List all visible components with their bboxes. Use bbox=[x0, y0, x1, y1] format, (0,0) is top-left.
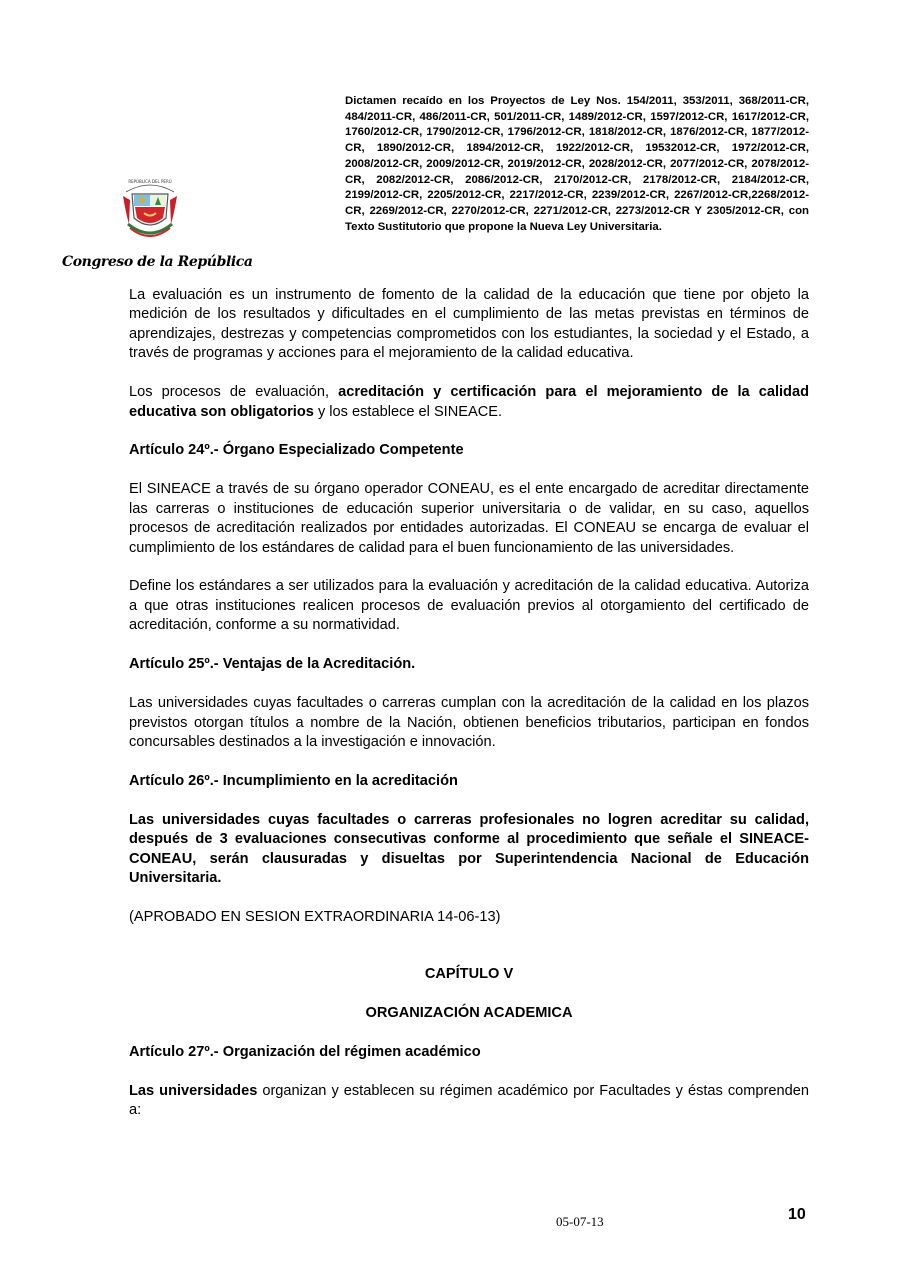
text-run: y los establece el SINEACE. bbox=[313, 403, 503, 420]
approval-note: (APROBADO EN SESION EXTRAORDINARIA 14-06-13) bbox=[129, 908, 501, 925]
paragraph-advantages: Las universidades cuyas facultades o carreras cumplan con la acreditación de la calidad en los plazos previstos otorgan títulos a nombre de la Nación, obtienen beneficios tributarios, participan en fondos concursables destinados a la investigación e innovación. bbox=[129, 695, 809, 750]
article-24-title: Artículo 24º.- Órgano Especializado Competente bbox=[129, 442, 464, 459]
footer-date: 05-07-13 bbox=[556, 1214, 604, 1229]
article-27-title: Artículo 27º.- Organización del régimen académico bbox=[129, 1044, 481, 1061]
bold-run: Las universidades bbox=[129, 1082, 258, 1099]
bold-run: acreditación y certificación para el mejoramiento de la calidad educativa son obligatorios bbox=[129, 384, 809, 420]
organization-name: Congreso de la República bbox=[62, 254, 253, 270]
emblem-text: REPÚBLICA DEL PERÚ bbox=[128, 179, 172, 184]
document-body bbox=[129, 286, 809, 1140]
paragraph-processes bbox=[129, 383, 809, 422]
paragraph-evaluation: La evaluación es un instrumento de fomento de la calidad de la educación que tiene por objeto la medición de los resultados y dificultades en el cumplimiento de las metas previstas en términos de aprendizajes, destrezas y competencias comprometidos con los estudiantes, la sociedad y el Estado, a través de programas y acciones para el mejoramiento de la calidad educativa. bbox=[129, 287, 809, 362]
article-25-title: Artículo 25º.- Ventajas de la Acreditación. bbox=[129, 656, 416, 673]
text-run: Los procesos de evaluación, bbox=[129, 384, 339, 401]
chapter-heading: CAPÍTULO V bbox=[424, 966, 514, 983]
coat-of-arms-logo bbox=[118, 178, 182, 244]
text-run: organizan y establecen su régimen académico por Facultades y éstas comprenden a: bbox=[129, 1082, 809, 1119]
chapter-title: ORGANIZACIÓN ACADEMICA bbox=[365, 1005, 573, 1022]
paragraph-noncompliance: Las universidades cuyas facultades o carreras profesionales no logren acreditar su calidad, después de 3 evaluaciones consecutivas conforme al procedimiento que señale el SINEACE- CONEAU, serán clausuradas y disueltas por Superintendencia Nacional de Educación Universitaria. bbox=[129, 811, 809, 886]
article-26-title: Artículo 26º.- Incumplimiento en la acreditación bbox=[129, 772, 458, 789]
paragraph-standards: Define los estándares a ser utilizados para la evaluación y acreditación de la calidad educativa. Autoriza a que otras instituciones realicen procesos de evaluación previos al otorgamiento del certificado de acreditación, conforme a su normatividad. bbox=[129, 578, 809, 634]
paragraph-organization bbox=[129, 1082, 809, 1121]
dictamen-header: Dictamen recaído en los Proyectos de Ley Nos. 154/2011, 353/2011, 368/2011-CR, 484/2011-CR, 486/2011-CR, 501/2011-CR, 1489/2012-CR, 1597/2012-CR, 1617/2012-CR, 1760/2012-CR, 1790/2012-CR, 1796/2012-CR, 1818/2012-CR, 1876/2012-CR, 1877/2012-CR, 1890/2012-CR, 1894/2012-CR, 1922/2012-CR, 19532012-CR, 1972/2012-CR, 2008/2012-CR, 2009/2012-CR, 2019/2012-CR, 2028/2012-CR, 2077/2012-CR, 2078/2012-CR, 2082/2012-CR, 2086/2012-CR, 2170/2012-CR, 2178/2012-CR, 2184/2012-CR, 2199/2012-CR, 2205/2012-CR, 2217/2012-CR, 2239/2012-CR, 2267/2012-CR,2268/2012-CR, 2269/2012-CR, 2270/2012-CR, 2271/2012-CR, 2273/2012-CR Y 2305/2012-CR, con Texto Sustitutorio que propone la Nueva Ley Universitaria. bbox=[345, 95, 809, 233]
paragraph-sineace: El SINEACE a través de su órgano operador CONEAU, es el ente encargado de acreditar directamente las carreras o instituciones de educación superior universitaria o de validar, en su caso, aquellos procesos de acreditación realizados por entidades autorizadas. El CONEAU se encarga de evaluar el cumplimiento de los estándares de calidad para el buen funcionamiento de las universidades. bbox=[129, 481, 809, 556]
page-number: 10 bbox=[788, 1206, 806, 1223]
